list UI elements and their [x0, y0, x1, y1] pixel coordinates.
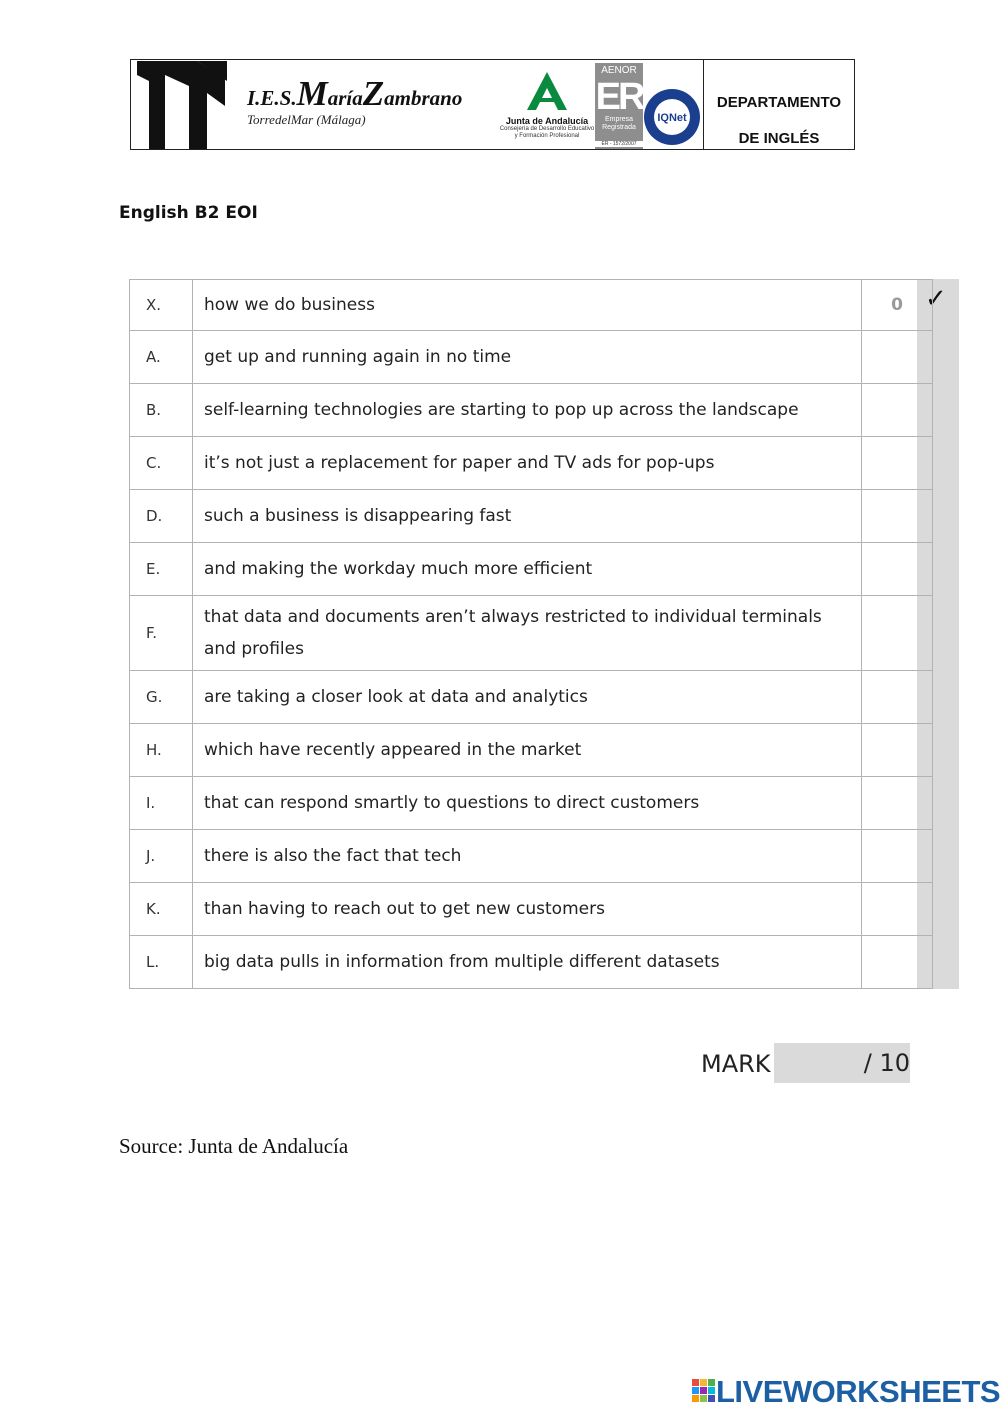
table-row: [130, 596, 933, 671]
row-letter: J.: [130, 830, 193, 883]
row-letter: B.: [130, 384, 193, 437]
answer-field[interactable]: [862, 331, 933, 384]
table-row: [130, 437, 933, 490]
table-row: [130, 777, 933, 830]
row-text: are taking a closer look at data and analytics: [193, 671, 862, 724]
row-letter: E.: [130, 543, 193, 596]
table-row: [130, 724, 933, 777]
row-letter: X.: [130, 280, 193, 331]
mark-total: / 10: [863, 1049, 910, 1077]
answer-field[interactable]: [862, 936, 933, 989]
course-subtitle: English B2 EOI: [119, 203, 258, 223]
row-text: big data pulls in information from multiple different datasets: [193, 936, 862, 989]
row-text: get up and running again in no time: [193, 331, 862, 384]
answer-field[interactable]: [862, 777, 933, 830]
answer-field[interactable]: [862, 490, 933, 543]
department-line-2: DE INGLÉS: [738, 130, 820, 147]
row-text: that can respond smartly to questions to direct customers: [193, 777, 862, 830]
row-text: how we do business: [193, 280, 862, 331]
mark-field: [774, 1043, 910, 1083]
aenor-reg-1: Empresa: [604, 116, 633, 123]
row-text: that data and documents aren’t always restricted to individual terminals and profiles: [193, 596, 862, 671]
row-letter: K.: [130, 883, 193, 936]
row-text: than having to reach out to get new customers: [193, 883, 862, 936]
answer-field[interactable]: [862, 830, 933, 883]
answer-field[interactable]: [862, 724, 933, 777]
source-note: Source: Junta de Andalucía: [119, 1134, 349, 1158]
row-text: which have recently appeared in the market: [193, 724, 862, 777]
aenor-code: ER - 1572/2007: [595, 141, 643, 147]
row-text: and making the workday much more efficient: [193, 543, 862, 596]
answer-field[interactable]: [862, 883, 933, 936]
row-letter: C.: [130, 437, 193, 490]
row-letter: D.: [130, 490, 193, 543]
table-row: [130, 883, 933, 936]
matching-table: [129, 279, 933, 989]
mark-label: MARK: [701, 1050, 771, 1078]
junta-andalucia-icon: [527, 72, 567, 110]
school-logo-icon: [137, 61, 227, 149]
answer-field[interactable]: 0: [862, 280, 933, 331]
answer-field[interactable]: [862, 384, 933, 437]
table-row: [130, 490, 933, 543]
junta-sub-2: y Formación Profesional: [514, 133, 580, 139]
aenor-mark: ER: [595, 76, 643, 118]
table-row: [130, 830, 933, 883]
junta-name: Junta de Andalucía: [505, 116, 589, 126]
row-letter: G.: [130, 671, 193, 724]
table-row: [130, 936, 933, 989]
answer-field[interactable]: [862, 437, 933, 490]
aenor-badge: [595, 63, 643, 149]
table-row: [130, 331, 933, 384]
row-text: self-learning technologies are starting to pop up across the landscape: [193, 384, 862, 437]
row-letter: L.: [130, 936, 193, 989]
department-block: [704, 60, 854, 149]
table-row: [130, 543, 933, 596]
school-town: TorredelMar (Málaga): [247, 112, 366, 127]
row-letter: I.: [130, 777, 193, 830]
table-row: [130, 280, 933, 331]
liveworksheets-text: LIVEWORKSHEETS: [716, 1374, 1000, 1409]
check-icon[interactable]: ✓: [925, 284, 947, 314]
liveworksheets-icon: [692, 1379, 716, 1403]
aenor-label: AENOR: [601, 65, 637, 76]
row-letter: A.: [130, 331, 193, 384]
aenor-reg-2: Registrada: [602, 124, 636, 131]
table-row: [130, 384, 933, 437]
junta-logo: [499, 72, 595, 142]
school-name: I.E.S.MaríaZambrano: [247, 74, 463, 113]
answer-field[interactable]: [862, 596, 933, 671]
iqnet-label: IQNet: [657, 112, 687, 124]
junta-sub-1: Consejería de Desarrollo Educativo: [499, 126, 595, 132]
row-text: it’s not just a replacement for paper and TV ads for pop-ups: [193, 437, 862, 490]
row-text: there is also the fact that tech: [193, 830, 862, 883]
header-banner: [130, 59, 855, 150]
iqnet-certified-icon: [643, 88, 701, 146]
answer-field[interactable]: [862, 543, 933, 596]
table-row: [130, 671, 933, 724]
row-text: such a business is disappearing fast: [193, 490, 862, 543]
department-line-1: DEPARTAMENTO: [716, 94, 842, 111]
row-letter: F.: [130, 596, 193, 671]
answer-field[interactable]: [862, 671, 933, 724]
row-letter: H.: [130, 724, 193, 777]
